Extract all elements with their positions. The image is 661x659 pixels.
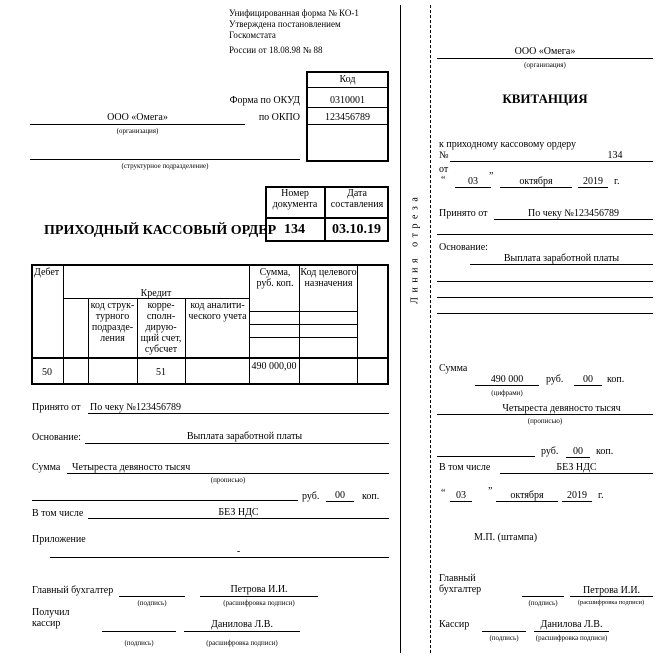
struct-caption: (структурное подразделение) <box>121 162 209 170</box>
order-prilozhenie-label: Приложение <box>32 534 86 545</box>
doc-number-header: Номер документа <box>272 188 318 210</box>
receipt-day: 03 <box>468 176 478 187</box>
receipt-date-year: 2019 <box>567 490 587 501</box>
doc-date: 03.10.19 <box>332 222 381 237</box>
table-sub-account: корре-сполн-дирую-щий счет, субсчет <box>140 300 182 355</box>
receipt-kassir-rasshifrovka: (расшифровка подписи) <box>535 634 608 642</box>
receipt-kassir-name: Данилова Л.В. <box>540 619 603 630</box>
order-glavbuh-label: Главный бухгалтер <box>32 585 114 596</box>
okud-label: Форма по ОКУД <box>229 95 300 106</box>
receipt-ot: от <box>439 164 449 175</box>
table-kod-header: Код целевого назначения <box>300 267 357 289</box>
receipt-year: 2019 <box>583 176 603 187</box>
form-header-line3: Госкомстата <box>229 30 276 40</box>
receipt-rub-label-2: руб. <box>541 446 559 457</box>
divider-cut <box>430 5 431 653</box>
receipt-prinyato-label: Принято от <box>439 208 488 219</box>
doc-date-header: Дата составления <box>330 188 384 210</box>
receipt-kop-label-2: коп. <box>596 446 614 457</box>
doc-number: 134 <box>284 222 305 237</box>
receipt-date-g: г. <box>598 490 604 501</box>
okpo-value: 123456789 <box>325 112 370 123</box>
order-kassir-label: Получил кассир <box>32 607 70 629</box>
table-sub-analytic: код аналити-ческого учета <box>188 300 247 322</box>
receipt-osnovanie-value: Выплата заработной платы <box>503 253 620 264</box>
code-header: Код <box>339 74 356 85</box>
order-glavbuh-rasshifrovka: (расшифровка подписи) <box>223 599 295 607</box>
receipt-date-q-close: ” <box>488 486 493 497</box>
receipt-rub-label: руб. <box>546 374 564 385</box>
table-row-sum: 490 000,00 <box>251 361 297 372</box>
receipt-kop-value-2: 00 <box>573 446 583 457</box>
receipt-no: № <box>439 150 449 161</box>
order-vtom-value: БЕЗ НДС <box>218 507 259 518</box>
order-prilozhenie-value: - <box>236 546 241 557</box>
receipt-kop-label: коп. <box>607 374 625 385</box>
receipt-month: октября <box>519 176 553 187</box>
order-rub-label: руб. <box>302 491 320 502</box>
doc-title: ПРИХОДНЫЙ КАССОВЫЙ ОРДЕР <box>44 223 277 238</box>
order-kop-label: коп. <box>362 491 380 502</box>
cut-line-label: Л и н и я о т р е з а <box>409 196 421 304</box>
okpo-label: по ОКПО <box>258 112 300 123</box>
receipt-prinyato-value: По чеку №123456789 <box>528 208 619 219</box>
order-kop-value: 00 <box>335 490 345 501</box>
order-vtom-label: В том числе <box>32 508 84 519</box>
table-summa-header: Сумма, руб. коп. <box>256 267 294 289</box>
order-glavbuh-name: Петрова И.И. <box>230 584 288 595</box>
receipt-kop-value: 00 <box>583 374 593 385</box>
receipt-k-order: к приходному кассовому ордеру <box>439 139 577 150</box>
receipt-glavbuh-podpis: (подпись) <box>528 599 558 607</box>
receipt-date-day: 03 <box>456 490 466 501</box>
receipt-ciframi: (цифрами) <box>491 389 523 397</box>
okud-value: 0310001 <box>330 95 365 106</box>
receipt-glavbuh-label: Главный бухгалтер <box>439 573 482 595</box>
receipt-org-caption: (организация) <box>524 61 566 69</box>
receipt-kassir-label: Кассир <box>439 619 470 630</box>
table-row-account: 51 <box>156 367 166 378</box>
receipt-date-month: октября <box>510 490 544 501</box>
org-name: ООО «Омега» <box>107 112 168 123</box>
order-prinyato-label: Принято от <box>32 402 81 413</box>
form-header-line4: России от 18.08.98 № 88 <box>229 45 323 55</box>
receipt-mp: М.П. (штампа) <box>474 532 538 543</box>
order-kassir-podpis: (подпись) <box>124 639 154 647</box>
receipt-g: г. <box>614 176 620 187</box>
receipt-propisyu: (прописью) <box>527 417 563 425</box>
order-kassir-name: Данилова Л.В. <box>211 619 273 630</box>
order-summa-value: Четыреста девяносто тысяч <box>72 462 191 473</box>
receipt-q-open: “ <box>441 175 446 186</box>
table-kredit-header: Кредит <box>140 288 172 299</box>
receipt-osnovanie-label: Основание: <box>439 242 488 253</box>
receipt-date-q-open: “ <box>441 488 446 499</box>
order-summa-label: Сумма <box>32 462 61 473</box>
receipt-number: 134 <box>607 150 623 161</box>
table-sub-struct: код струк-турного подразде-ления <box>90 300 135 344</box>
receipt-summa-words: Четыреста девяносто тысяч <box>502 403 621 414</box>
receipt-kassir-podpis: (подпись) <box>489 634 519 642</box>
order-prinyato-value: По чеку №123456789 <box>90 402 181 413</box>
receipt-title: КВИТАНЦИЯ <box>502 91 588 106</box>
order-propisyu: (прописью) <box>210 476 246 484</box>
receipt-glavbuh-rasshifrovka: (расшифровка подписи) <box>577 599 645 606</box>
table-debet-header: Дебет <box>34 267 60 278</box>
org-caption: (организация) <box>116 127 159 135</box>
receipt-glavbuh-name: Петрова И.И. <box>582 585 641 596</box>
order-osnovanie-value: Выплата заработной платы <box>186 431 303 442</box>
receipt-vtom-label: В том числе <box>439 462 491 473</box>
order-osnovanie-label: Основание: <box>32 432 81 443</box>
form-header-line1: Унифицированная форма № КО-1 <box>229 8 359 18</box>
order-kassir-rasshifrovka: (расшифровка подписи) <box>206 639 278 647</box>
order-glavbuh-podpis: (подпись) <box>137 599 167 607</box>
receipt-summa-digits: 490 000 <box>490 374 524 385</box>
receipt-summa-label: Сумма <box>439 363 468 374</box>
receipt-org-name: ООО «Омега» <box>514 46 576 57</box>
receipt-vtom-value: БЕЗ НДС <box>556 462 597 473</box>
divider-solid <box>400 5 401 653</box>
form-header-line2: Утверждена постановлением <box>229 19 341 29</box>
table-row-debet: 50 <box>42 367 52 378</box>
receipt-q-close: ” <box>489 171 494 182</box>
